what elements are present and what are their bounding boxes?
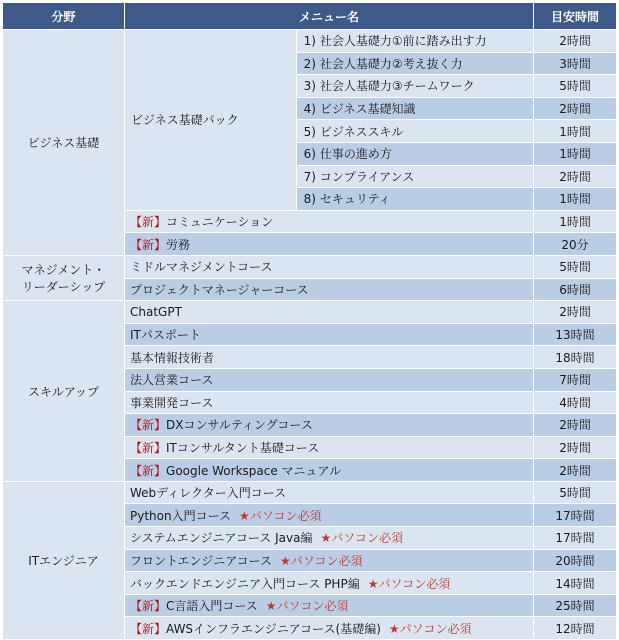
course-time: 18時間 [534,346,617,369]
pack-item-name: 8) セキュリティ [297,188,534,211]
table-row [3,255,617,278]
pack-item-time: 1時間 [534,188,617,211]
category-management: マネジメント・ リーダーシップ [3,255,125,300]
course-name: Python入門コース ★パソコン必須 [125,504,534,527]
course-time: 20時間 [534,549,617,572]
course-time: 13時間 [534,323,617,346]
header-time: 目安時間 [534,3,617,30]
table-row [3,301,617,324]
course-time: 1時間 [534,210,617,233]
pack-item-time: 2時間 [534,30,617,53]
pack-item-name: 4) ビジネス基礎知識 [297,97,534,120]
business-pack-label: ビジネス基礎パック [125,30,297,211]
table-row [3,30,617,53]
pc-required-note: ★パソコン必須 [388,621,472,636]
new-badge: 【新】 [130,599,167,614]
pc-required-note: ★パソコン必須 [239,508,322,523]
pc-required-note: ★パソコン必須 [367,576,451,591]
course-time: 2時間 [534,459,617,482]
pack-item-name: 3) 社会人基礎力③チームワーク [297,75,534,98]
pack-item-name: 6) 仕事の進め方 [297,142,534,165]
course-time: 25時間 [534,594,617,617]
category-it: ITエンジニア [3,481,125,639]
course-name: 【新】DXコンサルティングコース [125,414,534,437]
course-name: フロントエンジニアコース ★パソコン必須 [125,549,534,572]
course-name: 【新】コミュニケーション [125,210,534,233]
course-time: 2時間 [534,301,617,324]
pc-required-note: ★パソコン必須 [265,599,349,614]
course-time: 5時間 [534,255,617,278]
course-time: 17時間 [534,504,617,527]
course-time: 20分 [534,233,617,256]
pack-item-name: 2) 社会人基礎力②考え抜く力 [297,52,534,75]
new-badge: 【新】 [130,418,167,433]
course-name: 【新】Google Workspace マニュアル [125,459,534,482]
course-time: 6時間 [534,278,617,301]
new-badge: 【新】 [130,215,167,230]
course-time: 12時間 [534,617,617,640]
course-time: 17時間 [534,527,617,550]
new-badge: 【新】 [130,621,167,636]
table-row [3,481,617,504]
header-row [3,3,617,30]
pack-item-time: 2時間 [534,165,617,188]
header-field: 分野 [3,3,125,30]
new-badge: 【新】 [130,237,167,252]
course-name: プロジェクトマネージャーコース [125,278,534,301]
header-menu: メニュー名 [125,3,534,30]
new-badge: 【新】 [130,440,167,455]
category-business: ビジネス基礎 [3,30,125,256]
course-name: 【新】AWSインフラエンジニアコース(基礎編) ★パソコン必須 [125,617,534,640]
course-name: システムエンジニアコース Java編 ★パソコン必須 [125,527,534,550]
course-name: ChatGPT [125,301,534,324]
pack-item-time: 2時間 [534,97,617,120]
pack-item-time: 3時間 [534,52,617,75]
pack-item-name: 1) 社会人基礎力①前に踏み出す力 [297,30,534,53]
course-time: 4時間 [534,391,617,414]
course-time: 2時間 [534,414,617,437]
category-skillup: スキルアップ [3,301,125,482]
course-time: 14時間 [534,572,617,595]
course-name: 基本情報技術者 [125,346,534,369]
course-name: 事業開発コース [125,391,534,414]
course-time: 7時間 [534,368,617,391]
course-table [2,2,617,640]
course-time: 5時間 [534,481,617,504]
pack-item-time: 1時間 [534,120,617,143]
pack-item-name: 5) ビジネススキル [297,120,534,143]
course-name: ミドルマネジメントコース [125,255,534,278]
pc-required-note: ★パソコン必須 [320,531,403,546]
pack-item-name: 7) コンプライアンス [297,165,534,188]
course-time: 2時間 [534,436,617,459]
pack-item-time: 5時間 [534,75,617,98]
pack-item-time: 1時間 [534,142,617,165]
course-name: 【新】労務 [125,233,534,256]
pc-required-note: ★パソコン必須 [280,553,363,568]
course-name: バックエンドエンジニア入門コース PHP編 ★パソコン必須 [125,572,534,595]
course-name: 法人営業コース [125,368,534,391]
course-name: Webディレクター入門コース [125,481,534,504]
course-name: 【新】ITコンサルタント基礎コース [125,436,534,459]
course-name: 【新】C言語入門コース ★パソコン必須 [125,594,534,617]
course-name: ITパスポート [125,323,534,346]
new-badge: 【新】 [130,463,167,478]
